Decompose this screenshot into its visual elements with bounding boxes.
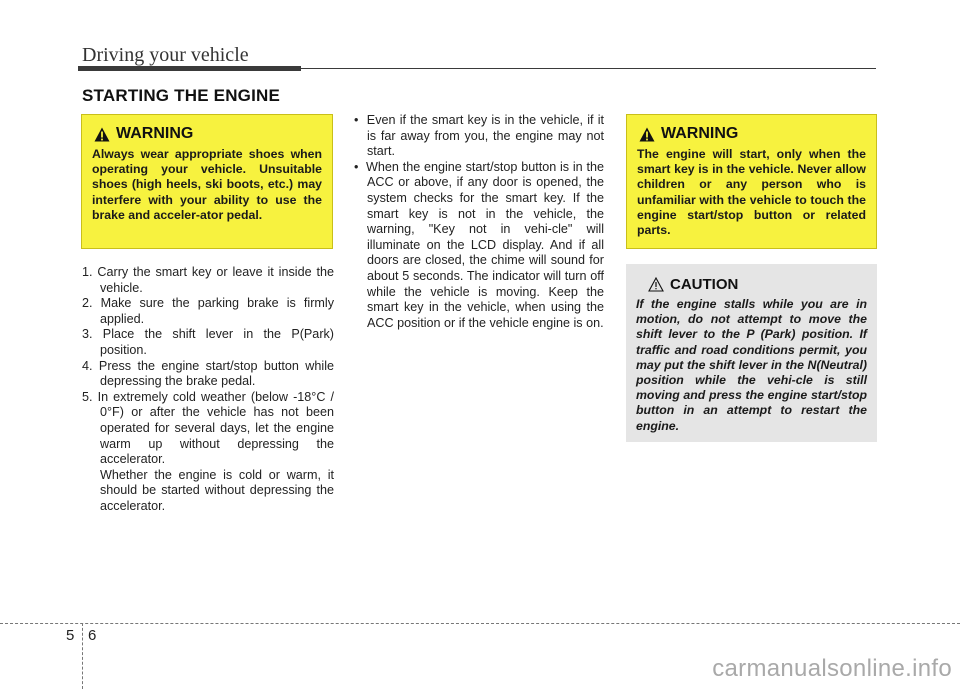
step-item: 2. Make sure the parking brake is firmly applied. <box>82 296 334 326</box>
watermark-text: carmanualsonline.info <box>712 655 952 682</box>
header-rule-thin <box>301 68 876 69</box>
caution-header <box>648 276 877 293</box>
step-item: 1. Carry the smart key or leave it inside the vehicle. <box>82 265 334 295</box>
step-item: 4. Press the engine start/stop button while depressing the brake pedal. <box>82 358 334 389</box>
header-rule-thick <box>78 66 301 71</box>
warning-triangle-icon <box>639 127 655 142</box>
warning-text: Always wear appropriate shoes when operating your vehicle. Unsuitable shoes (high heels, ski boots, etc.) may interfere with your ability to use the brake and acceler-ator pedal. <box>92 147 322 222</box>
warning-box-shoes <box>81 114 333 249</box>
caution-triangle-icon <box>648 277 664 292</box>
section-title: STARTING THE ENGINE <box>82 86 281 105</box>
starting-steps-list <box>82 265 334 515</box>
caution-label: CAUTION <box>670 276 739 293</box>
step-item: 5. In extremely cold weather (below -18°C / 0°F) or after the vehicle has not been operated for several days, let the engine warm up without depressing the accelerator. <box>82 389 334 467</box>
warning-header <box>94 125 332 143</box>
step-5-note: Whether the engine is cold or warm, it should be started without depressing the accelerator. <box>100 467 334 513</box>
bullet-item: • Even if the smart key is in the vehicle, if it is far away from you, the engine may not start. <box>354 113 604 160</box>
smart-key-notes-list <box>354 113 604 331</box>
warning-box-smart-key <box>626 114 877 249</box>
warning-label: WARNING <box>116 125 194 142</box>
caution-box-engine-stall <box>626 264 877 442</box>
warning-header <box>639 125 876 143</box>
page-header-title: Driving your vehicle <box>82 44 249 66</box>
warning-text: The engine will start, only when the smart key is in the vehicle. Never allow children or any person who is unfamiliar with the vehicle to touch the engine start/stop button or related parts. <box>637 147 866 238</box>
bullet-item: • When the engine start/stop button is in the ACC or above, if any door is opened, the system checks for the smart key. If the smart key is not in the vehicle, the warning, "Key not in vehi-cle" will illuminate on the LCD display. And if all doors are closed, the chime will sound for about 5 seconds. The indicator will turn off while the vehicle is moving. Keep the smart key in the vehicle, when using the ACC position or if the vehicle engine is on. <box>354 160 604 332</box>
warning-label: WARNING <box>661 125 739 142</box>
warning-triangle-icon <box>94 127 110 142</box>
page-number: 6 <box>88 627 97 644</box>
step-item: 3. Place the shift lever in the P(Park) position. <box>82 327 334 357</box>
chapter-number: 5 <box>66 627 75 644</box>
footer-divider <box>82 623 83 689</box>
caution-text: If the engine stalls while you are in motion, do not attempt to move the shift lever to the P (Park) position. If traffic and road conditions permit, you may put the shift lever in the N(Neutral) position while the vehi-cle is still moving and press the engine start/stop button in an attempt to restart the engine. <box>636 297 867 433</box>
footer-rule <box>0 623 960 624</box>
